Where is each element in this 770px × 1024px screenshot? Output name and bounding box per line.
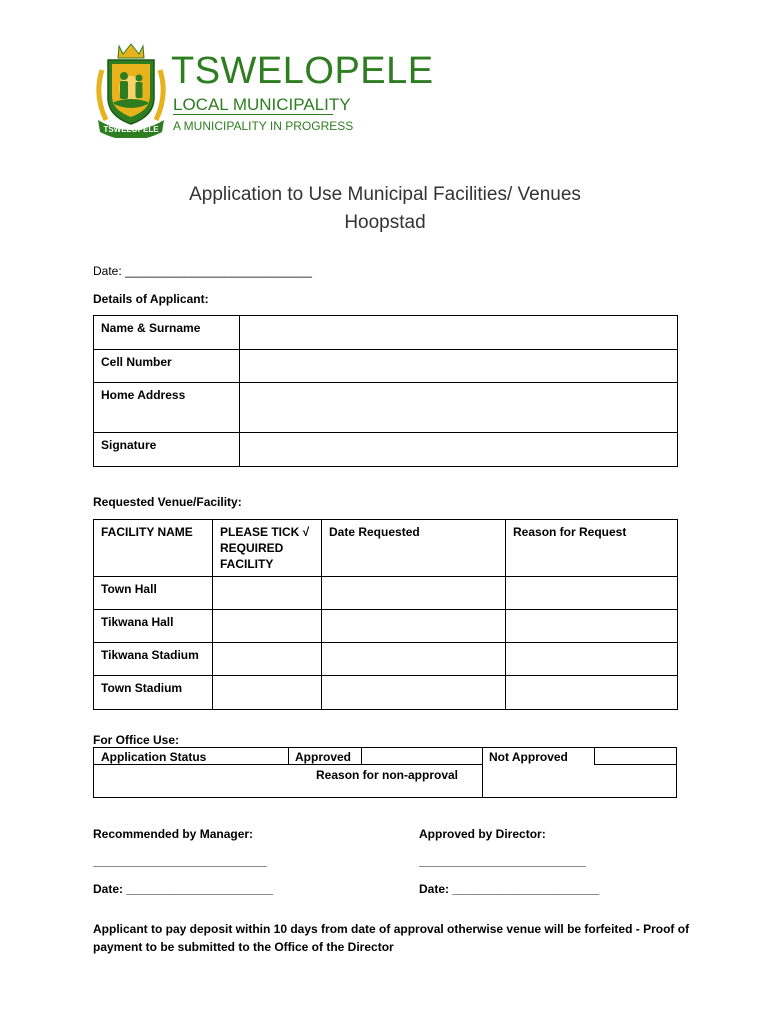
brand-tagline: A MUNICIPALITY IN PROGRESS: [173, 119, 354, 133]
date-requested-cell[interactable]: [322, 610, 506, 643]
venue-heading: Requested Venue/Facility:: [93, 495, 242, 509]
facility-name: Tikwana Stadium: [94, 643, 213, 676]
applicant-row: [94, 350, 678, 383]
manager-signature-line[interactable]: __________________________: [93, 854, 267, 868]
name-surname-field[interactable]: [240, 316, 678, 350]
director-label: Approved by Director:: [419, 827, 546, 841]
venue-row: [94, 643, 678, 676]
manager-date-line[interactable]: Date: ______________________: [93, 882, 274, 896]
applicant-row: [94, 316, 678, 350]
signature-field[interactable]: [240, 433, 678, 467]
reason-cell[interactable]: [506, 577, 678, 610]
cell-number-field[interactable]: [240, 350, 678, 383]
facility-name: Town Hall: [94, 577, 213, 610]
applicant-label: Home Address: [94, 383, 240, 433]
logo-ribbon-text: TSWELOPELE: [103, 125, 159, 134]
director-signature-line[interactable]: _________________________: [419, 854, 586, 868]
municipality-logo: [92, 40, 170, 138]
tick-cell[interactable]: [213, 577, 322, 610]
column-header: Date Requested: [322, 520, 506, 577]
venue-row: [94, 610, 678, 643]
venue-row: [94, 577, 678, 610]
document-title: Application to Use Municipal Facilities/ Venues: [189, 184, 581, 205]
brand-subtitle: LOCAL MUNICIPALITY: [173, 95, 351, 114]
not-approved-label: Not Approved: [489, 750, 568, 764]
venue-row: [94, 676, 678, 710]
facility-name: Tikwana Hall: [94, 610, 213, 643]
date-requested-cell[interactable]: [322, 676, 506, 710]
office-divider: [482, 747, 483, 798]
column-header: PLEASE TICK √ REQUIRED FACILITY: [213, 520, 322, 577]
reason-cell[interactable]: [506, 676, 678, 710]
applicant-label: Name & Surname: [94, 316, 240, 350]
brand-name: TSWELOPELE: [171, 50, 434, 92]
column-header: FACILITY NAME: [94, 520, 213, 577]
tick-cell[interactable]: [213, 676, 322, 710]
approved-checkbox[interactable]: [362, 748, 481, 764]
applicant-table: [93, 315, 678, 467]
not-approved-checkbox[interactable]: [595, 748, 676, 764]
venue-table: [93, 519, 678, 710]
column-header: Reason for Request: [506, 520, 678, 577]
reason-non-approval-label: Reason for non-approval: [316, 768, 459, 782]
application-status-label: Application Status: [101, 750, 207, 764]
reason-cell[interactable]: [506, 643, 678, 676]
tick-cell[interactable]: [213, 610, 322, 643]
date-requested-cell[interactable]: [322, 577, 506, 610]
venue-header-row: [94, 520, 678, 577]
reason-cell[interactable]: [506, 610, 678, 643]
deposit-notice: Applicant to pay deposit within 10 days from date of approval otherwise venue will be forfeited - Proof of payment to be submitted to the Office of the Director: [93, 922, 690, 954]
approved-label: Approved: [295, 750, 352, 764]
applicant-heading: Details of Applicant:: [93, 292, 209, 306]
office-divider: [288, 747, 289, 765]
date-field[interactable]: Date: ____________________________: [93, 264, 312, 278]
office-divider: [594, 764, 677, 765]
director-date-line[interactable]: Date: ______________________: [419, 882, 600, 896]
applicant-row: [94, 433, 678, 467]
applicant-row: [94, 383, 678, 433]
manager-label: Recommended by Manager:: [93, 827, 254, 841]
brand-divider: [173, 114, 333, 115]
document-subtitle: Hoopstad: [344, 212, 426, 233]
date-requested-cell[interactable]: [322, 643, 506, 676]
applicant-label: Cell Number: [94, 350, 240, 383]
tick-cell[interactable]: [213, 643, 322, 676]
office-use-heading: For Office Use:: [93, 733, 180, 747]
home-address-field[interactable]: [240, 383, 678, 433]
facility-name: Town Stadium: [94, 676, 213, 710]
applicant-label: Signature: [94, 433, 240, 467]
